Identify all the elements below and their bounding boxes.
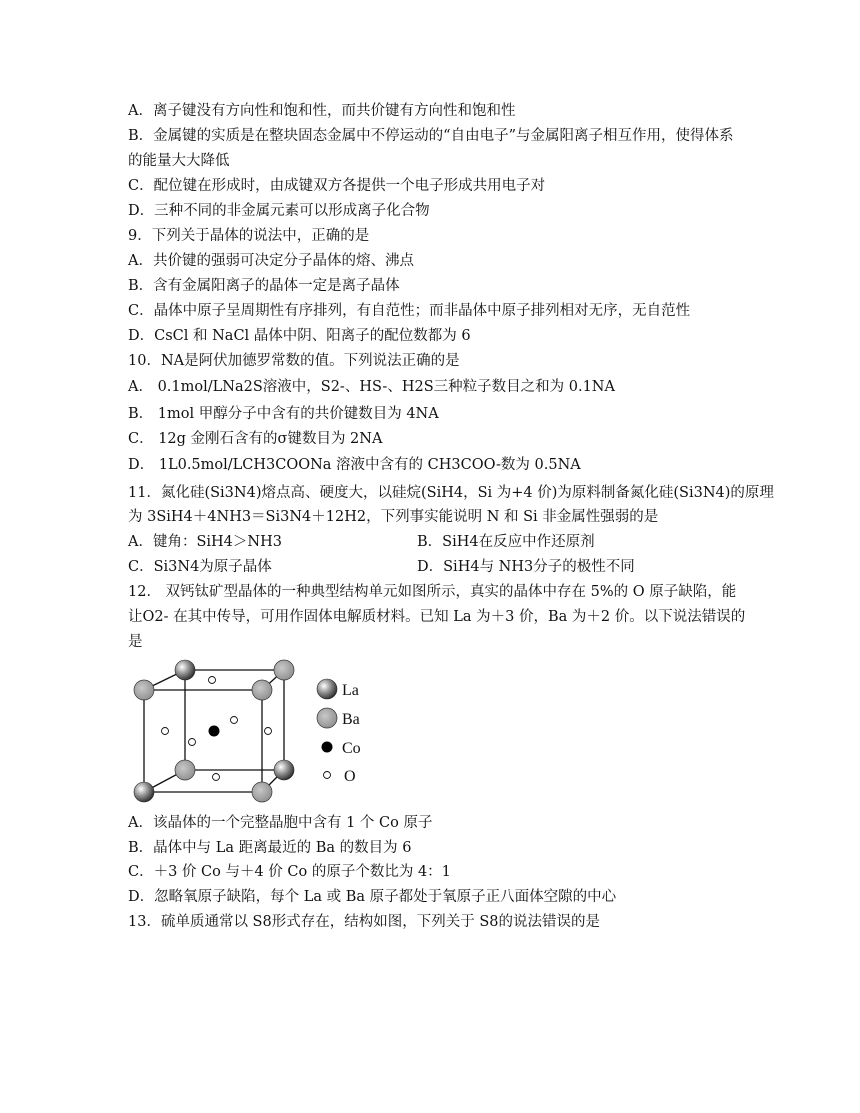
o-atom — [231, 717, 238, 724]
q10-option-a: A． 0.1mol/LNa2S溶液中，S2-、HS-、H2S三种粒子数目之和为 0.1NA — [128, 379, 615, 395]
q10-option-c: C． 12g 金刚石含有的σ键数目为 2NA — [128, 431, 383, 447]
la-atom — [175, 660, 195, 680]
ba-atom — [134, 680, 154, 700]
ba-atom — [252, 782, 272, 802]
q11-option-c: C．Si3N4为原子晶体 — [128, 559, 272, 575]
q11-option-d: D．SiH4与 NH3分子的极性不同 — [417, 559, 635, 575]
q8-option-d: D．三种不同的非金属元素可以形成离子化合物 — [128, 203, 430, 219]
o-atom — [162, 728, 169, 735]
diagram-legend — [317, 679, 361, 785]
q8-option-b: B．金属键的实质是在整块固态金属中不停运动的“自由电子”与金属阳离子相互作用，使得体系 — [128, 128, 734, 144]
q9-stem: 9．下列关于晶体的说法中，正确的是 — [128, 228, 370, 244]
o-atom — [209, 677, 216, 684]
la-atom — [134, 782, 154, 802]
legend-o-label: O — [344, 768, 356, 785]
co-atom — [209, 726, 220, 737]
q9-option-b: B．含有金属阳离子的晶体一定是离子晶体 — [128, 278, 400, 294]
q12-option-b: B．晶体中与 La 距离最近的 Ba 的数目为 6 — [128, 840, 412, 856]
q8-option-c: C．配位键在形成时，由成键双方各提供一个电子形成共用电子对 — [128, 178, 546, 194]
q9-option-d: D．CsCl 和 NaCl 晶体中阴、阳离子的配位数都为 6 — [128, 328, 471, 344]
la-atom — [274, 760, 294, 780]
q11-stem-line2: 为 3SiH4＋4NH3＝Si3N4＋12H2，下列事实能说明 N 和 Si 非金属性强弱的是 — [128, 509, 659, 525]
legend-co-label: Co — [342, 740, 361, 757]
q10-option-d: D． 1L0.5mol/LCH3COONa 溶液中含有的 CH3COO-数为 0.5NA — [128, 457, 581, 473]
q10-option-b: B． 1mol 甲醇分子中含有的共价键数目为 4NA — [128, 406, 439, 422]
legend-la-label: La — [342, 682, 359, 699]
o-atom — [213, 774, 220, 781]
q12-option-d: D．忽略氧原子缺陷，每个 La 或 Ba 原子都处于氧原子正八面体空隙的中心 — [128, 889, 617, 905]
q9-option-a: A．共价键的强弱可决定分子晶体的熔、沸点 — [128, 253, 414, 269]
q12-stem-line2: 让O2- 在其中传导，可用作固体电解质材料。已知 La 为＋3 价，Ba 为＋2 价。以下说法错误的 — [128, 609, 746, 625]
q12-stem-line1: 12． 双钙钛矿型晶体的一种典型结构单元如图所示，真实的晶体中存在 5%的 O 原子缺陷，能 — [128, 584, 737, 600]
q8-option-b-continued: 的能量大大降低 — [128, 153, 230, 169]
q8-option-a: A．离子键没有方向性和饱和性，而共价键有方向性和饱和性 — [128, 103, 516, 119]
o-atom — [265, 728, 272, 735]
q10-stem: 10．NA是阿伏加德罗常数的值。下列说法正确的是 — [128, 353, 460, 369]
q12-option-a: A．该晶体的一个完整晶胞中含有 1 个 Co 原子 — [128, 815, 433, 831]
ba-atom — [252, 680, 272, 700]
legend-ba-label: Ba — [342, 711, 360, 728]
q11-stem-line1: 11．氮化硅(Si3N4)熔点高、硬度大，以硅烷(SiH4，Si 为+4 价)为原料制备氮化硅(Si3N4)的原理 — [128, 485, 774, 501]
q12-stem-line3: 是 — [128, 634, 143, 650]
q9-option-c: C．晶体中原子呈周期性有序排列，有自范性；而非晶体中原子排列相对无序，无自范性 — [128, 303, 691, 319]
q11-option-a: A．键角：SiH4＞NH3 — [128, 534, 282, 550]
ba-atom — [175, 760, 195, 780]
o-atom — [189, 739, 196, 746]
q12-option-c: C．＋3 价 Co 与＋4 价 Co 的原子个数比为 4：1 — [128, 864, 451, 880]
q11-option-b: B．SiH4在反应中作还原剂 — [417, 534, 595, 550]
perovskite-unit-cell-diagram — [122, 658, 372, 808]
q13-stem: 13．硫单质通常以 S8形式存在，结构如图，下列关于 S8的说法错误的是 — [128, 914, 600, 930]
ba-atom — [274, 660, 294, 680]
